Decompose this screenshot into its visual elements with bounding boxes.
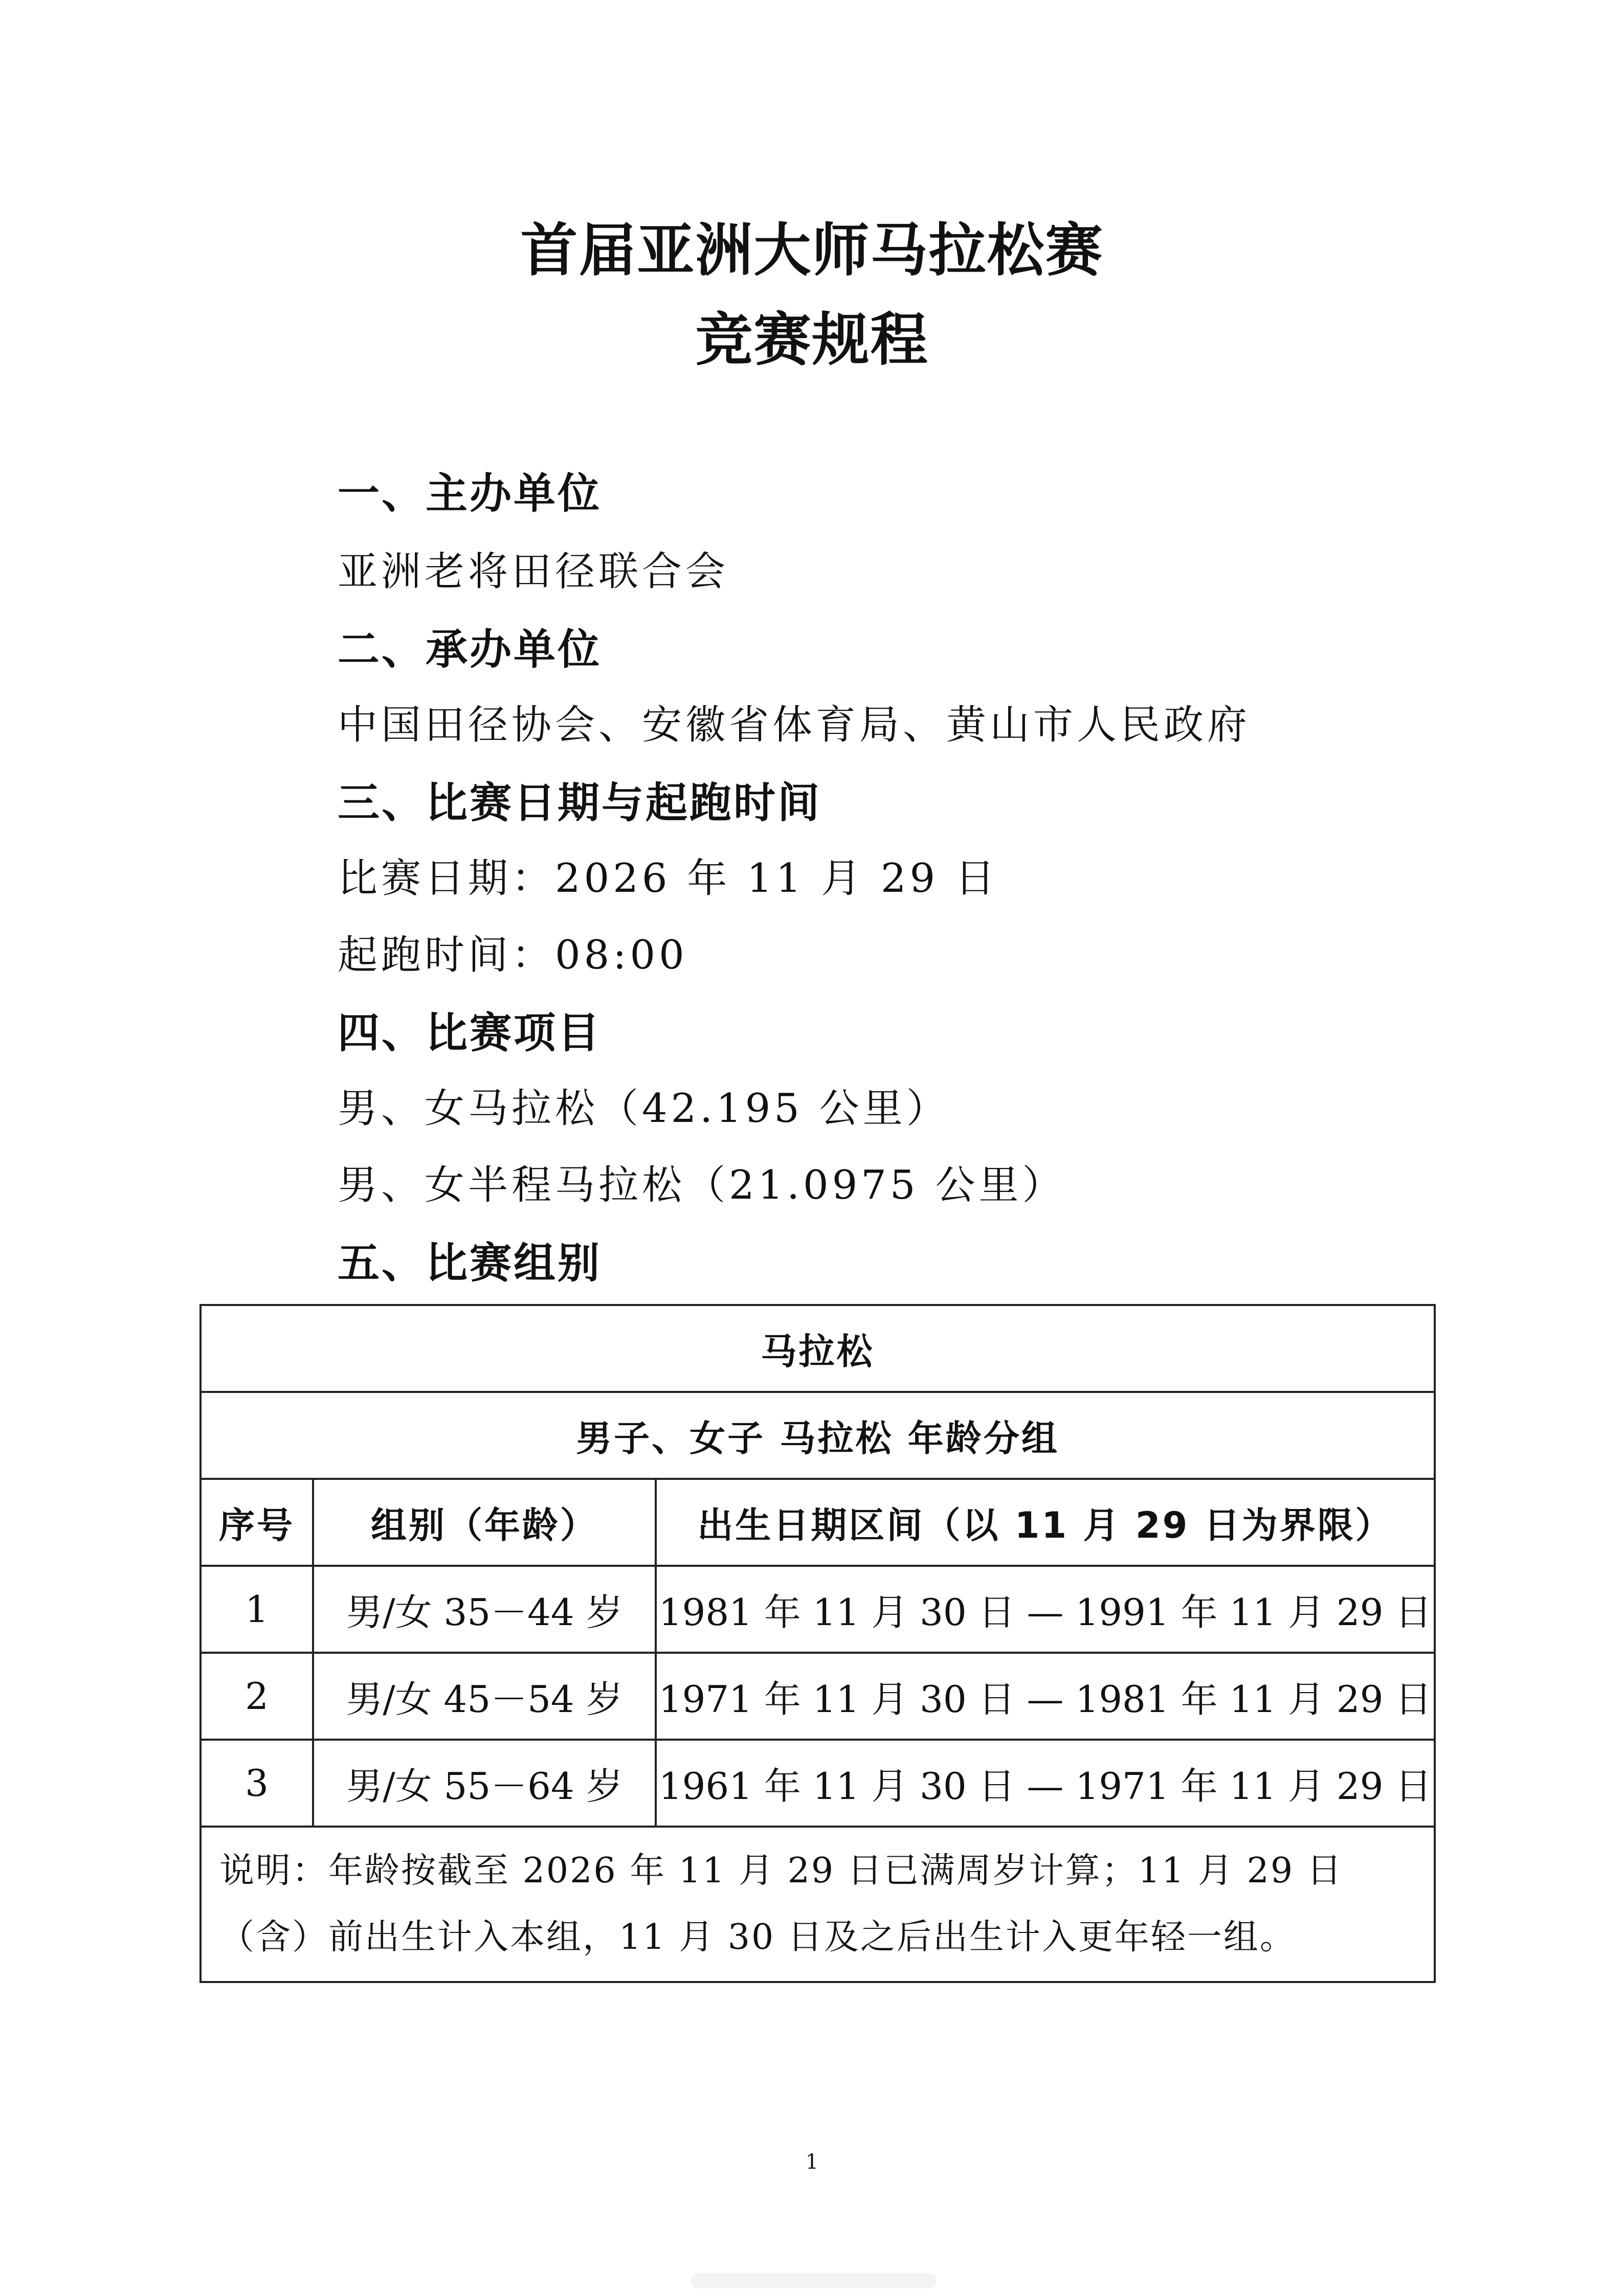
- table-row: [201, 1566, 1435, 1653]
- table-note: 说明：年龄按截至 2026 年 11 月 29 日已满周岁计算；11 月 29 日（含）前出生计入本组，11 月 30 日及之后出生计入更年轻一组。: [201, 1827, 1435, 1982]
- scroll-indicator: [691, 2273, 936, 2288]
- row-group: 男/女 55－64 岁: [313, 1740, 656, 1827]
- row-no: 1: [201, 1566, 313, 1653]
- page-number: 1: [805, 2150, 819, 2174]
- row-group: 男/女 45－54 岁: [313, 1653, 656, 1740]
- host-text: 中国田径协会、安徽省体育局、黄山市人民政府: [338, 702, 1251, 748]
- race-date: 比赛日期：2026 年 11 月 29 日: [338, 856, 998, 902]
- table-row: [201, 1653, 1435, 1740]
- section-heading-events: 四、比赛项目: [338, 1009, 602, 1057]
- event-half-marathon: 男、女半程马拉松（21.0975 公里）: [338, 1162, 1066, 1208]
- age-group-table: [199, 1304, 1436, 1983]
- row-birth-range: 1981 年 11 月 30 日 — 1991 年 11 月 29 日: [656, 1566, 1435, 1653]
- document-title: 首届亚洲大师马拉松赛: [520, 217, 1104, 284]
- organizer-text: 亚洲老将田径联合会: [338, 549, 729, 595]
- table-caption: 马拉松: [201, 1305, 1435, 1392]
- start-time: 起跑时间：08:00: [338, 932, 688, 978]
- table-row: [201, 1740, 1435, 1827]
- row-no: 2: [201, 1653, 313, 1740]
- header-no: 序号: [201, 1479, 313, 1566]
- section-heading-date-time: 三、比赛日期与起跑时间: [338, 779, 822, 827]
- event-marathon: 男、女马拉松（42.195 公里）: [338, 1086, 950, 1132]
- row-no: 3: [201, 1740, 313, 1827]
- table-subcaption: 男子、女子 马拉松 年龄分组: [201, 1392, 1435, 1479]
- row-birth-range: 1971 年 11 月 30 日 — 1981 年 11 月 29 日: [656, 1653, 1435, 1740]
- section-heading-organizer: 一、主办单位: [338, 469, 602, 518]
- document-subtitle: 竞赛规程: [695, 307, 929, 373]
- header-group: 组别（年龄）: [313, 1479, 656, 1566]
- row-group: 男/女 35－44 岁: [313, 1566, 656, 1653]
- section-heading-host: 二、承办单位: [338, 625, 602, 674]
- header-birth-range: 出生日期区间（以 11 月 29 日为界限）: [656, 1479, 1435, 1566]
- row-birth-range: 1961 年 11 月 30 日 — 1971 年 11 月 29 日: [656, 1740, 1435, 1827]
- table-header-row: [201, 1479, 1435, 1566]
- section-heading-groups: 五、比赛组别: [338, 1239, 602, 1288]
